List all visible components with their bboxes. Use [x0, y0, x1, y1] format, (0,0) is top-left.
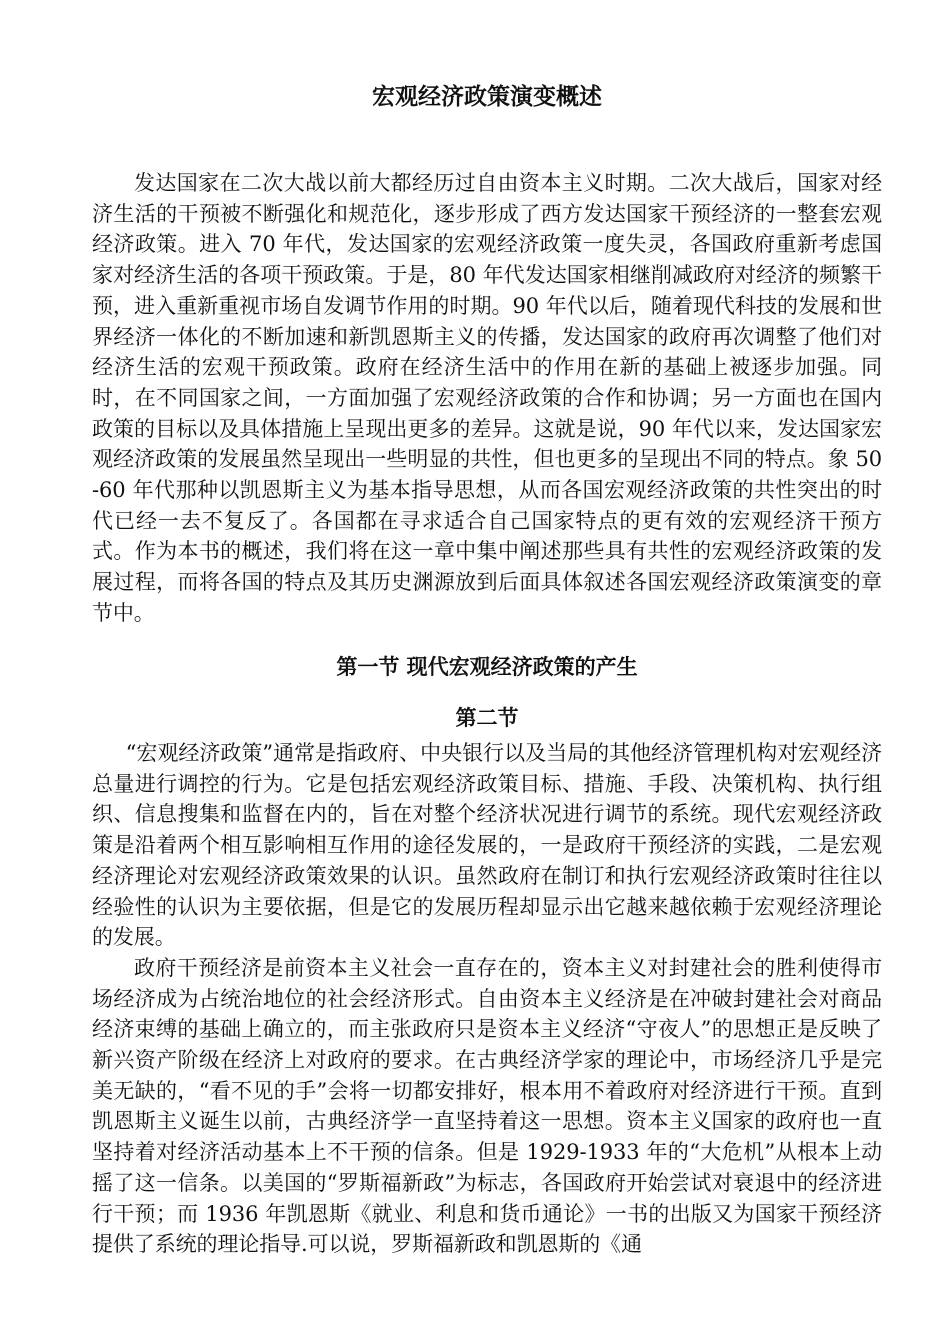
- section-heading-2: 第二节: [455, 705, 519, 730]
- section-heading-1: 第一节 现代宏观经济政策的产生: [336, 654, 638, 679]
- section-paragraph-1: “宏观经济政策”通常是指政府、中央银行以及当局的其他经济管理机构对宏观经济总量进行调控的行为。它是包括宏观经济政策目标、措施、手段、决策机构、执行组织、信息搜集和监督在内的，旨在对整个经济状况进行调节的系统。现代宏观经济政策是沿着两个相互影响相互作用的途径发展的，一是政府干预经济的实践，二是宏观经济理论对宏观经济政策效果的认识。虽然政府在制订和执行宏观经济政策时往往以经验性的认识为主要依据，但是它的发展历程却显示出它越来越依赖于宏观经济理论的发展。: [92, 741, 882, 950]
- document-title: 宏观经济政策演变概述: [372, 83, 602, 110]
- intro-paragraph: 发达国家在二次大战以前大都经历过自由资本主义时期。二次大战后，国家对经济生活的干预被不断强化和规范化，逐步形成了西方发达国家干预经济的一整套宏观经济政策。进入 70 年代，发达国家的宏观经济政策一度失灵，各国政府重新考虑国家对经济生活的各项干预政策。于是，80 年代发达国家相继削减政府对经济的频繁干预，进入重新重视市场自发调节作用的时期。90 年代以后，随着现代科技的发展和世界经济一体化的不断加速和新凯恩斯主义的传播，发达国家的政府再次调整了他们对经济生活的宏观干预政策。政府在经济生活中的作用在新的基础上被逐步加强。同时，在不同国家之间，一方面加强了宏观经济政策的合作和协调；另一方面也在国内政策的目标以及具体措施上呈现出更多的差异。这就是说，90 年代以来，发达国家宏观经济政策的发展虽然呈现出一些明显的共性，但也更多的呈现出不同的特点。象 50-60 年代那种以凯恩斯主义为基本指导思想，从而各国宏观经济政策的共性突出的时代已经一去不复反了。各国都在寻求适合自己国家特点的更有效的宏观经济干预方式。作为本书的概述，我们将在这一章中集中阐述那些具有共性的宏观经济政策的发展过程，而将各国的特点及其历史渊源放到后面具体叙述各国宏观经济政策演变的章节中。: [92, 171, 882, 625]
- section-paragraph-2: 政府干预经济是前资本主义社会一直存在的，资本主义对封建社会的胜利使得市场经济成为占统治地位的社会经济形式。自由资本主义经济是在冲破封建社会对商品经济束缚的基础上确立的，而主张政府只是资本主义经济“守夜人”的思想正是反映了新兴资产阶级在经济上对政府的要求。在古典经济学家的理论中，市场经济几乎是完美无缺的，“看不见的手”会将一切都安排好，根本用不着政府对经济进行干预。直到凯恩斯主义诞生以前，古典经济学一直坚持着这一思想。资本主义国家的政府也一直坚持着对经济活动基本上不干预的信条。但是 1929-1933 年的“大危机”从根本上动摇了这一信条。以美国的“罗斯福新政”为标志，各国政府开始尝试对衰退中的经济进行干预；而 1936 年凯恩斯《就业、利息和货币通论》一书的出版又为国家干预经济提供了系统的理论指导.可以说，罗斯福新政和凯恩斯的《通: [92, 955, 882, 1257]
- section-body: [92, 738, 882, 1260]
